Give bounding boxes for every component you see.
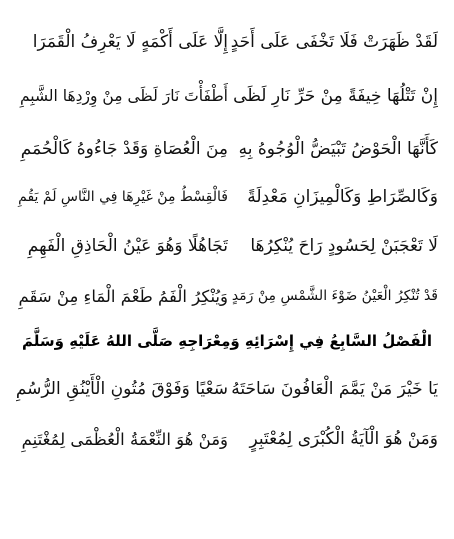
verse-5-second-hemistich: تَجَاهُلًا وَهُوَ عَيْنُ الْحَاذِقِ الْفَهِمِ	[27, 236, 228, 256]
verse-5	[0, 226, 454, 266]
verse-6-first-hemistich: قَدْ تُنْكِرُ الْعَيْنُ ضَوْءَ الشَّمْسِ مِنْ رَمَدٍ	[231, 288, 438, 304]
verse-8-second-hemistich: وَمَنْ هُوَ النِّعْمَةُ الْعُظْمَى لِمُغْتَنِمِ	[21, 429, 228, 449]
verse-5-first-hemistich: لَا تَعْجَبَنْ لِحَسُودٍ رَاحَ يُنْكِرُهَا	[250, 236, 438, 256]
verse-4-second-hemistich: فَالْقِسْطُ مِنْ غَيْرِهَا فِي النَّاسِ لَمْ يَقُمِ	[18, 189, 228, 205]
chapter-heading: الْفَصْلُ السَّابِعُ فِي إِسْرَائِهِ وَمِعْرَاجِهِ صَلَّى اللهُ عَلَيْهِ وَسَلَّمَ	[22, 332, 432, 350]
verse-8	[0, 419, 454, 459]
verse-6	[0, 276, 454, 316]
verse-2-second-hemistich: أَطْفَأْتَ نَارَ لَظَى مِنْ وِرْدِهَا الشَّبِمِ	[19, 87, 228, 105]
verse-4	[0, 177, 454, 217]
verse-1-first-hemistich: لَقَدْ ظَهَرَتْ فَلَا تَخْفَى عَلَى أَحَدٍ	[230, 32, 438, 52]
verse-7	[0, 369, 454, 409]
verse-7-second-hemistich: سَعْيًا وَفَوْقَ مُتُونِ الْأَيْنُقِ الرُّسُمِ	[16, 379, 228, 399]
verse-2-first-hemistich: إِنْ تَتْلُهَا خِيفَةً مِنْ حَرِّ نَارِ لَظَى	[233, 86, 438, 106]
verse-7-first-hemistich: يَا خَيْرَ مَنْ يَمَّمَ الْعَافُونَ سَاحَتَهُ	[231, 379, 438, 399]
verse-6-second-hemistich: وَيُنْكِرُ الْفَمُ طَعْمَ الْمَاءِ مِنْ سَقَمِ	[18, 286, 228, 306]
verse-8-first-hemistich: وَمَنْ هُوَ الْآيَةُ الْكُبْرَى لِمُعْتَبِرٍ	[249, 429, 438, 449]
verse-3-first-hemistich: كَأَنَّهَا الْحَوْضُ تَبْيَضُّ الْوُجُوهُ بِهِ	[238, 139, 438, 159]
verse-1	[0, 22, 454, 62]
verse-3	[0, 129, 454, 169]
verse-2	[0, 76, 454, 116]
verse-4-first-hemistich: وَكَالصِّرَاطِ وَكَالْمِيزَانِ مَعْدِلَةً	[247, 187, 438, 207]
verse-1-second-hemistich: إِلَّا عَلَى أَكْمَهٍ لَا يَعْرِفُ الْقَمَرَا	[32, 32, 228, 52]
verse-3-second-hemistich: مِنَ الْعُصَاةِ وَقَدْ جَاءُوهُ كَالْحُمَمِ	[20, 139, 228, 159]
